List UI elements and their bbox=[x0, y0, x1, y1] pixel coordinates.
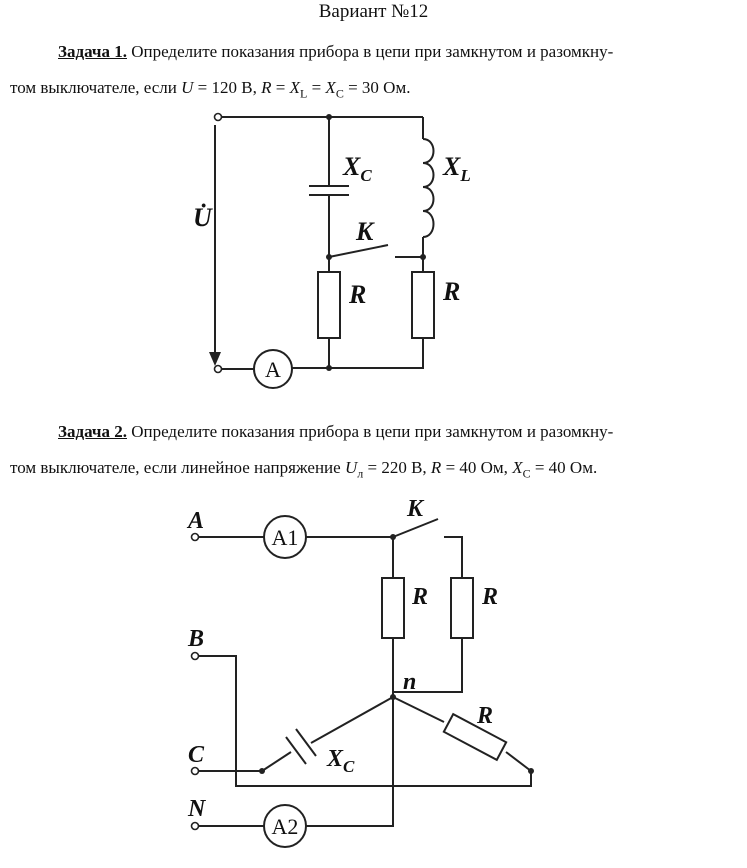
circuit2-ammeter-a1-label: A1 bbox=[271, 525, 299, 550]
resistor-icon bbox=[444, 714, 506, 760]
circuit1-switch-label: K bbox=[356, 217, 374, 246]
task1-line1: Определите показания прибора в цепи при замкнутом и разомкну- bbox=[126, 42, 614, 61]
task1-xc: X bbox=[325, 78, 336, 97]
circuit1-r1-label: R bbox=[349, 280, 367, 309]
task1-r: R bbox=[261, 78, 272, 97]
task2-xc-sub: C bbox=[522, 466, 531, 481]
circuit1-xl-label: $X_L$ bbox=[443, 152, 471, 185]
circuit1-ammeter-label: A bbox=[265, 357, 281, 382]
task1-xc-sub: C bbox=[335, 86, 344, 101]
task2-end: = 40 Ом. bbox=[530, 458, 598, 477]
circuit2-phase-b: B bbox=[188, 626, 205, 652]
task1-u-value: = 120 В, bbox=[193, 78, 262, 97]
task2-label: Задача 2. bbox=[58, 422, 127, 441]
circuit2-phase-c: C bbox=[188, 742, 205, 768]
circuit1-xc-label: $X_C$ bbox=[343, 152, 372, 185]
circuit2-r2-label: R bbox=[482, 584, 499, 610]
circuit2-neutral: N bbox=[188, 796, 206, 822]
circuit1-r2-label: R bbox=[443, 277, 461, 306]
resistor-icon bbox=[382, 578, 404, 638]
task2-u-sub: л bbox=[357, 466, 364, 481]
resistor-icon bbox=[451, 578, 473, 638]
task1-xl-sub: L bbox=[299, 86, 308, 101]
circuit2-xc-label: $X_C$ bbox=[327, 746, 355, 776]
task2-line1: Определите показания прибора в цепи при замкнутом и разомкну- bbox=[126, 422, 614, 441]
task2-u: U bbox=[344, 458, 358, 477]
task2-r-value: = 40 Ом, bbox=[441, 458, 513, 477]
circuit2-ammeter-a2-label: A2 bbox=[271, 814, 299, 839]
task2-line2: том выключателе, если линейное напряжение bbox=[10, 458, 345, 477]
task2-xc: X bbox=[512, 458, 523, 477]
circuit2-node-label: n bbox=[403, 669, 417, 695]
task1-u: U bbox=[181, 78, 194, 97]
capacitor-icon bbox=[286, 729, 316, 764]
circuit2-r3-label: R bbox=[477, 703, 494, 729]
task1-end: = 30 Ом. bbox=[343, 78, 411, 97]
circuit1-voltage-label: U̇ bbox=[193, 203, 212, 232]
task1-label: Задача 1. bbox=[58, 42, 127, 61]
circuit2-phase-a: A bbox=[188, 508, 205, 534]
task1-eq2: = bbox=[307, 78, 326, 97]
page-title: Вариант №12 bbox=[318, 1, 429, 22]
task1-xl: X bbox=[289, 78, 300, 97]
circuit2-r1-label: R bbox=[412, 584, 429, 610]
task2-r: R bbox=[430, 458, 442, 477]
task1-line2: том выключателе, если bbox=[10, 78, 182, 97]
circuit2-switch-label: K bbox=[407, 496, 424, 522]
task2-u-value: = 220 В, bbox=[363, 458, 431, 477]
task1-eq1: = bbox=[271, 78, 290, 97]
